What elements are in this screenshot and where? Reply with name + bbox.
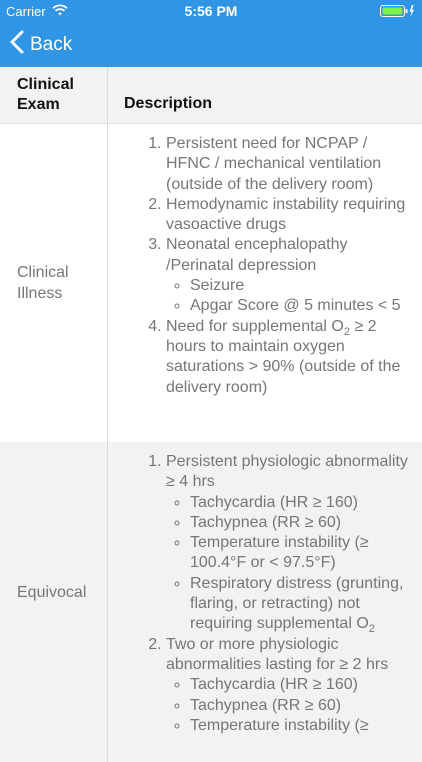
header-description: Description bbox=[124, 95, 213, 112]
sub-list-item: ◦ Tachypnea (RR ≥ 60) bbox=[190, 696, 414, 716]
sub-list-item: ◦ Tachycardia (HR ≥ 160) bbox=[190, 675, 414, 695]
table-header bbox=[0, 67, 422, 124]
sub-list-item: ◦ Temperature instability (≥ bbox=[190, 716, 414, 736]
criteria-list bbox=[108, 452, 414, 736]
criteria-table bbox=[0, 67, 422, 762]
list-item: 2. Two or more physiologic abnormalities lasting for ≥ 2 hrs ◦ Tachycardia (HR ≥ 160) ◦ Tachypnea (RR ≥ 60) ◦ Temperature instability (≥ bbox=[166, 635, 414, 736]
carrier-label: Carrier bbox=[6, 4, 46, 19]
sub-list-item: ◦ Tachycardia (HR ≥ 160) bbox=[190, 493, 414, 513]
battery-icon bbox=[380, 4, 416, 21]
status-bar bbox=[0, 0, 422, 22]
criteria-list bbox=[108, 134, 414, 398]
sub-list bbox=[166, 276, 414, 317]
row-description bbox=[108, 442, 422, 762]
row-label: Clinical Illness bbox=[0, 124, 108, 442]
navigation-bar bbox=[0, 22, 422, 67]
list-item: 1. Persistent need for NCPAP / HFNC / mechanical ventilation (outside of the delivery room) bbox=[166, 134, 414, 195]
table-row bbox=[0, 442, 422, 762]
sub-list bbox=[166, 493, 414, 635]
sub-list-item: ◦ Apgar Score @ 5 minutes < 5 bbox=[190, 296, 414, 316]
list-item: 4. Need for supplemental $O_2 \ge 2$ hours to maintain oxygen saturations > 90% (outside of the delivery room) bbox=[166, 317, 414, 398]
sub-list-item: ◦ Respiratory distress (grunting, flaring, or retracting) not requiring supplemental $O_2$ bbox=[190, 574, 414, 635]
row-label: Equivocal bbox=[0, 442, 108, 762]
sub-list-item: ◦ Seizure bbox=[190, 276, 414, 296]
list-item: 3. Neonatal encephalopathy /Perinatal depression ◦ Seizure ◦ Apgar Score @ 5 minutes < 5 bbox=[166, 235, 414, 316]
list-item: 1. Persistent physiologic abnormality ≥ 4 hrs ◦ Tachycardia (HR ≥ 160) ◦ Tachypnea (RR ≥ 60) ◦ Temperature instability (≥ 100.4°F or < 97.5°F) ◦ Respiratory distress (grunting, flaring, or retracting) not requiring supplemental $O_2$ bbox=[166, 452, 414, 635]
back-button[interactable] bbox=[10, 30, 72, 59]
sub-list-item: ◦ Temperature instability (≥ 100.4°F or < 97.5°F) bbox=[190, 533, 414, 574]
header-clinical-exam: Clinical Exam bbox=[0, 67, 108, 123]
table-row bbox=[0, 124, 422, 442]
row-description bbox=[108, 124, 422, 442]
back-label: Back bbox=[30, 33, 73, 55]
chevron-left-icon bbox=[10, 30, 24, 59]
sub-list-item: ◦ Tachypnea (RR ≥ 60) bbox=[190, 513, 414, 533]
clock: 5:56 PM bbox=[184, 3, 238, 19]
sub-list bbox=[166, 675, 414, 736]
list-item: 2. Hemodynamic instability requiring vasoactive drugs bbox=[166, 195, 414, 236]
